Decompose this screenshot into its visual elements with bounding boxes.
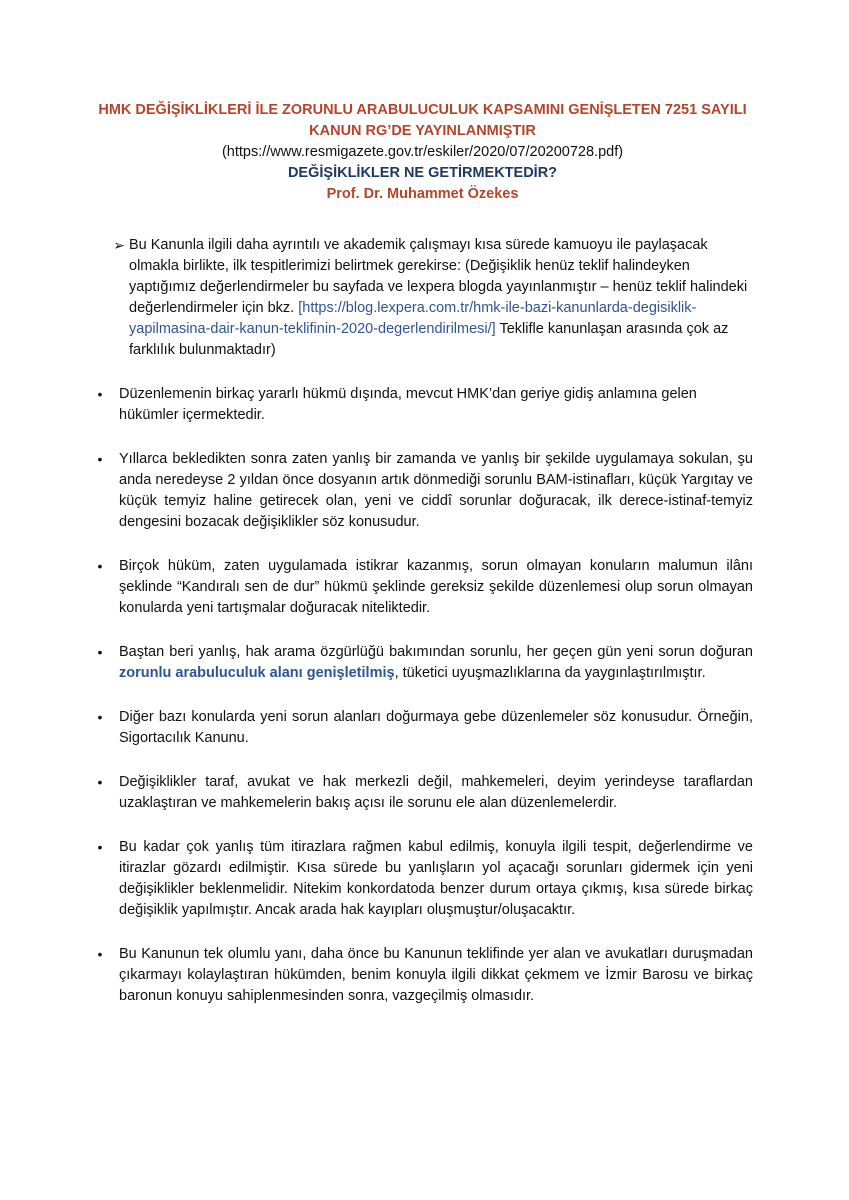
- list-item-text: Yıllarca bekledikten sonra zaten yanlış bir zamanda ve yanlış bir şekilde uygulamaya sokulan, şu anda neredeyse 2 yıldan önce dosyanın artık dönmediği sorunlu BAM-istinafları, küçük Yargıtay ve küçük temyiz haline getirecek olan, yeni ve ciddî sorunlar doğuracak, ilk derece-istinaf-temyiz dengesini bozacak değişiklikler söz konusudur.: [119, 451, 753, 530]
- bullet-icon: •: [97, 709, 103, 725]
- list-item-text: [119, 642, 753, 684]
- list-item: [92, 837, 753, 921]
- list-item: [92, 707, 753, 749]
- list-item: [92, 944, 753, 1007]
- document-header: [92, 100, 753, 205]
- list-item: [92, 449, 753, 533]
- list-item-text: Değişiklikler taraf, avukat ve hak merkezli değil, mahkemeleri, deyim yerindeyse taraflardan uzaklaştıran ve mahkemelerin bakış açısı ile sorunu ele alan düzenlemelerdir.: [119, 774, 753, 811]
- list-item-text: Birçok hüküm, zaten uygulamada istikrar kazanmış, sorun olmayan konuların malumun ilânı şeklinde “Kandıralı sen de dur” hükmü şeklinde gereksiz şekilde düzenlemesi olup sorun olmayan konularda yeni tartışmalar doğuracak niteliktedir.: [119, 558, 753, 616]
- list-item-text: Diğer bazı konularda yeni sorun alanları doğurmaya gebe düzenlemeler söz konusudur. Örneğin, Sigortacılık Kanunu.: [119, 709, 753, 746]
- intro-paragraph: [109, 235, 753, 361]
- title-line-1: HMK DEĞİŞİKLİKLERİ İLE ZORUNLU ARABULUCULUK KAPSAMINI GENİŞLETEN 7251 SAYILI: [98, 102, 747, 118]
- bullet-icon: •: [97, 386, 103, 402]
- subtitle: DEĞİŞİKLİKLER NE GETİRMEKTEDİR?: [287, 165, 558, 181]
- bullet-icon: •: [97, 451, 103, 467]
- bullet-icon: •: [97, 644, 103, 660]
- intro-text-after: Teklifle kanunlaşan arasında çok az farklılık bulunmaktadır): [129, 321, 729, 358]
- highlighted-phrase: zorunlu arabuluculuk alanı genişletilmiş: [119, 665, 395, 681]
- arrow-bullet-icon: ➢: [113, 237, 125, 253]
- source-url: (https://www.resmigazete.gov.tr/eskiler/2020/07/20200728.pdf): [221, 144, 624, 160]
- list-item: [92, 772, 753, 814]
- intro-text-before: Bu Kanunla ilgili daha ayrıntılı ve akademik çalışmayı kısa sürede kamuoyu ile paylaşacak olmakla birlikte, ilk tespitlerimizi belirtmek gerekirse: (Değişiklik henüz teklif halindeyken yaptığımız değerlendirmeler bu sayfada ve lexpera blogda yayınlanmıştır – henüz teklif halindeki değerlendirmeler için bkz.: [129, 237, 748, 316]
- author: Prof. Dr. Muhammet Özekes: [326, 186, 519, 202]
- list-item: [92, 384, 753, 426]
- bullet-icon: •: [97, 946, 103, 962]
- bullet-icon: •: [97, 839, 103, 855]
- bullet-icon: •: [97, 774, 103, 790]
- bullet-icon: •: [97, 558, 103, 574]
- list-item: [92, 642, 753, 684]
- b4-text-after: , tüketici uyuşmazlıklarına da yaygınlaştırılmıştır.: [394, 665, 706, 681]
- list-item-text: Bu Kanunun tek olumlu yanı, daha önce bu Kanunun teklifinde yer alan ve avukatları duruşmadan çıkarmayı kolaylaştıran hükümden, benim konuyla ilgili dikkat çekmem ve İzmir Barosu ve birkaç baronun konuyu sahiplenmesinden sonra, vazgeçilmiş olmasıdır.: [119, 946, 753, 1004]
- b4-text-before: Baştan beri yanlış, hak arama özgürlüğü bakımından sorunlu, her geçen gün yeni sorun doğuran: [119, 644, 753, 660]
- lexpera-blog-link[interactable]: [https://blog.lexpera.com.tr/hmk-ile-bazi-kanunlarda-degisiklik-yapilmasina-dair-kanun-teklifinin-2020-degerlendirilmesi/]: [129, 300, 697, 337]
- list-item: [92, 556, 753, 619]
- content-list: [92, 235, 753, 1007]
- list-item-text: Bu kadar çok yanlış tüm itirazlara rağmen kabul edilmiş, konuyla ilgili tespit, değerlendirme ve itirazlar gözardı edilmiştir. Kısa sürede bu yanlışların yol açacağı sorunları gidermek için yeni değişiklikler beklenmelidir. Nitekim konkordatoda benzer durum ortaya çıkmış, kısa sürede birkaç değişiklik yapılmıştır. Ancak arada hak kayıpları oluşmuştur/oluşacaktır.: [119, 839, 753, 918]
- title-line-2: KANUN RG’DE YAYINLANMIŞTIR: [309, 123, 536, 139]
- list-item-text: Düzenlemenin birkaç yararlı hükmü dışında, mevcut HMK’dan geriye gidiş anlamına gelen hükümler içermektedir.: [119, 386, 697, 423]
